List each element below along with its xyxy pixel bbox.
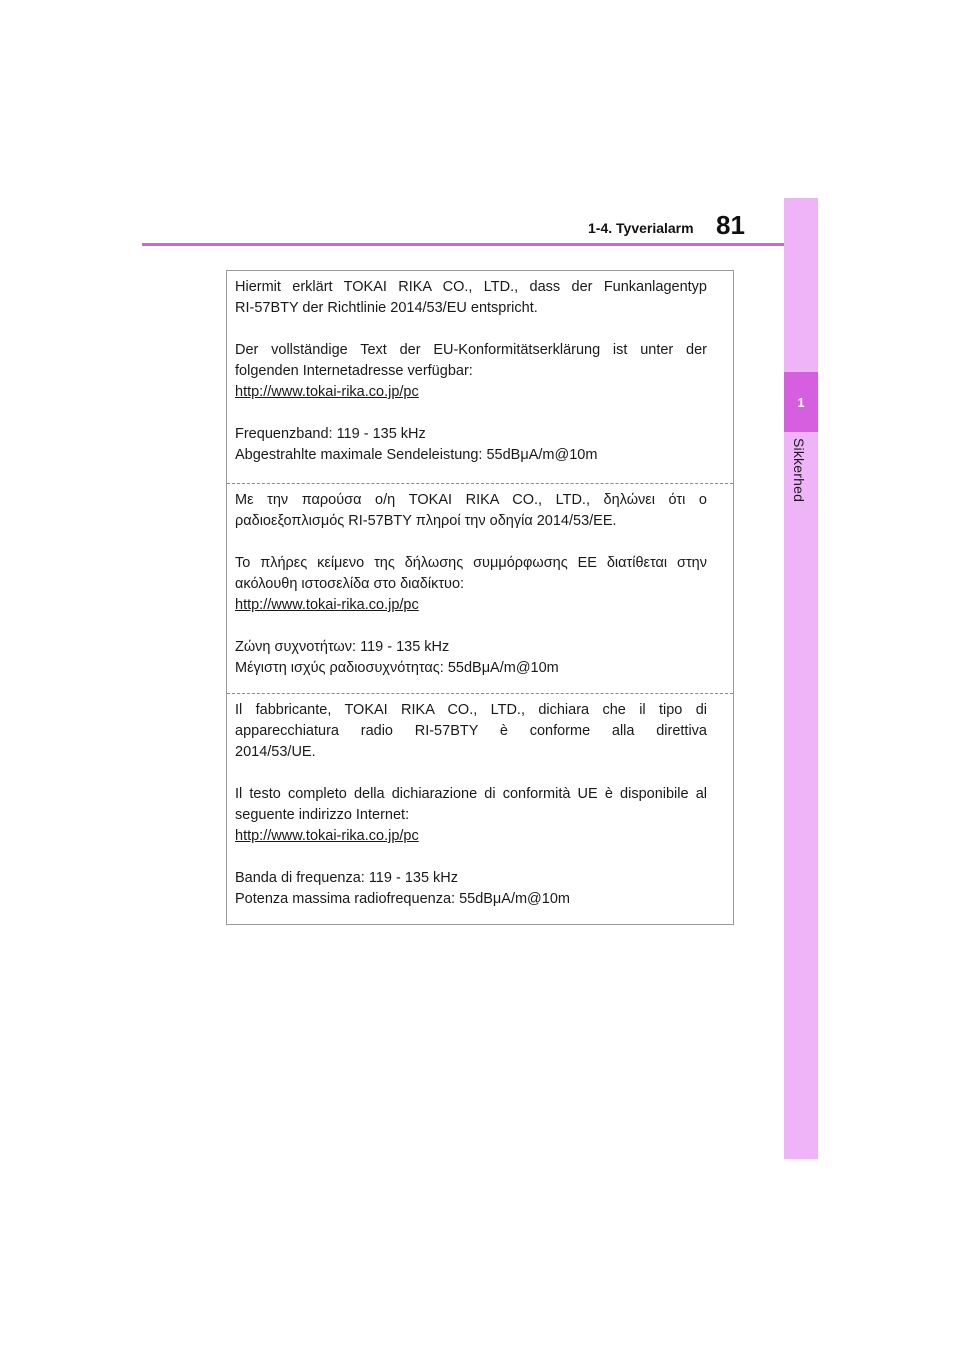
declaration-text: apparecchiatura radio RI-57BTY è conforme alla direttiva bbox=[235, 723, 707, 739]
chapter-number: 1 bbox=[784, 372, 818, 432]
max-power: Abgestrahlte maximale Sendeleistung: 55dBμA/m@10m bbox=[235, 447, 598, 463]
frequency-band: Frequenzband: 119 - 135 kHz bbox=[235, 426, 426, 442]
declaration-text: Hiermit erklärt TOKAI RIKA CO., LTD., dass der Funkanlagentyp bbox=[235, 279, 707, 295]
chapter-label: Sikkerhed bbox=[791, 438, 807, 503]
declaration-text: Το πλήρες κείμενο της δήλωσης συμμόρφωσης ΕΕ διατίθεται στην bbox=[235, 555, 707, 571]
declaration-text: RI-57BTY der Richtlinie 2014/53/EU entspricht. bbox=[235, 300, 538, 316]
declaration-german bbox=[227, 271, 733, 483]
declaration-text: Il fabbricante, TOKAI RIKA CO., LTD., dichiara che il tipo di bbox=[235, 702, 707, 718]
header-rule bbox=[142, 243, 784, 246]
declaration-text: ακόλουθη ιστοσελίδα στο διαδίκτυο: bbox=[235, 576, 465, 592]
declaration-text: seguente indirizzo Internet: bbox=[235, 807, 410, 823]
declaration-text: ραδιοεξοπλισμός RI-57BTY πληροί την οδηγία 2014/53/ΕΕ. bbox=[235, 513, 617, 529]
declaration-text: Der vollständige Text der EU-Konformitätserklärung ist unter der bbox=[235, 342, 707, 358]
frequency-band: Banda di frequenza: 119 - 135 kHz bbox=[235, 870, 459, 886]
section-title: 1-4. Tyverialarm bbox=[588, 220, 694, 236]
frequency-band: Ζώνη συχνοτήτων: 119 - 135 kHz bbox=[235, 639, 450, 655]
declaration-italian bbox=[227, 693, 733, 924]
conformity-declaration-box bbox=[226, 270, 734, 925]
max-power: Potenza massima radiofrequenza: 55dBμA/m@10m bbox=[235, 891, 570, 907]
declaration-text: folgenden Internetadresse verfügbar: bbox=[235, 363, 473, 379]
declaration-text: Il testo completo della dichiarazione di conformità UE è disponibile al bbox=[235, 786, 707, 802]
declaration-text: Με την παρούσα ο/η TOKAI RIKA CO., LTD., δηλώνει ότι ο bbox=[235, 492, 707, 508]
max-power: Μέγιστη ισχύς ραδιοσυχνότητας: 55dBμA/m@10m bbox=[235, 660, 559, 676]
declaration-url-link[interactable]: http://www.tokai-rika.co.jp/pc bbox=[235, 828, 419, 844]
declaration-text: 2014/53/UE. bbox=[235, 744, 316, 760]
page-number: 81 bbox=[716, 210, 745, 240]
declaration-url-link[interactable]: http://www.tokai-rika.co.jp/pc bbox=[235, 597, 419, 613]
side-tab bbox=[784, 198, 818, 1159]
declaration-greek bbox=[227, 483, 733, 693]
declaration-url-link[interactable]: http://www.tokai-rika.co.jp/pc bbox=[235, 384, 419, 400]
